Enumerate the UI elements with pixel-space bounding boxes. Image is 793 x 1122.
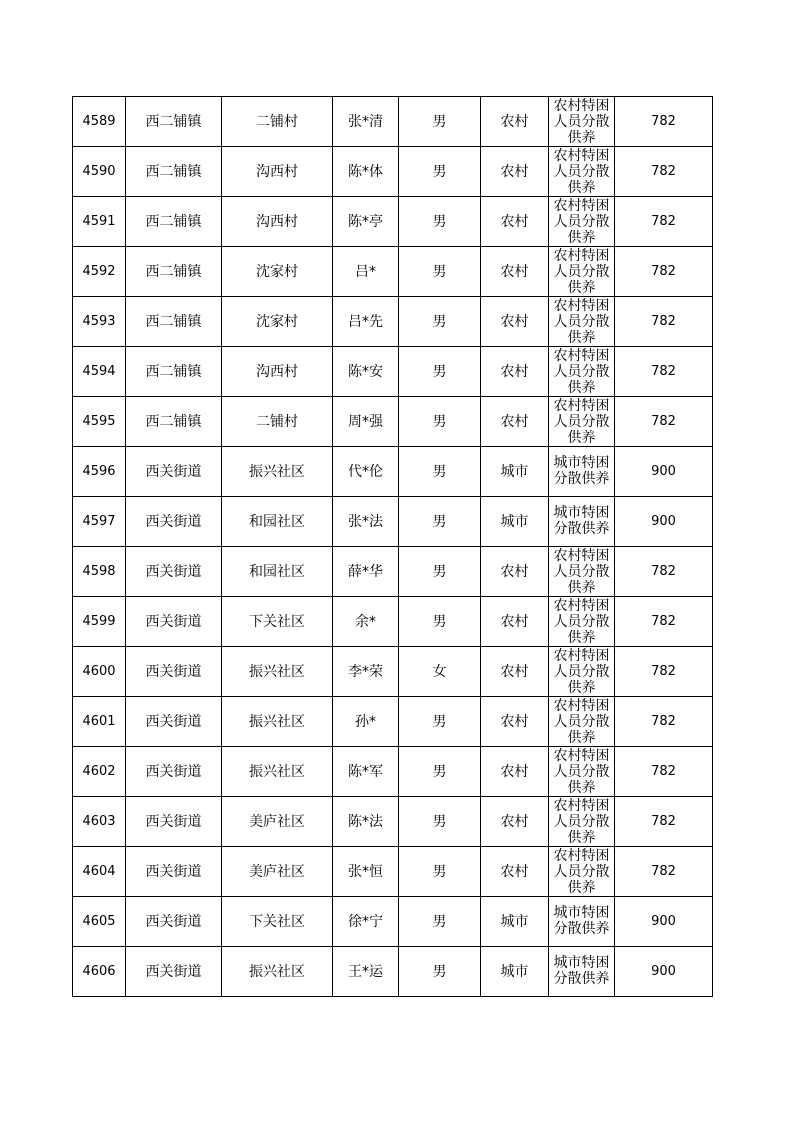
cell-gender: 男: [399, 97, 481, 147]
cell-village: 沟西村: [222, 347, 333, 397]
cell-category: [549, 747, 615, 797]
cell-gender: 男: [399, 797, 481, 847]
cell-id: 4590: [73, 147, 126, 197]
cell-amount: 900: [615, 447, 713, 497]
cell-name: 吕*: [333, 247, 399, 297]
cell-gender: 男: [399, 547, 481, 597]
cell-town: 西关街道: [126, 447, 222, 497]
category-text: 农村特困人员分散供养: [553, 398, 610, 444]
cell-gender: 男: [399, 847, 481, 897]
cell-town: 西关街道: [126, 897, 222, 947]
cell-category: [549, 397, 615, 447]
cell-town: 西关街道: [126, 547, 222, 597]
cell-category: [549, 547, 615, 597]
cell-id: 4599: [73, 597, 126, 647]
cell-gender: 男: [399, 297, 481, 347]
cell-amount: 782: [615, 797, 713, 847]
cell-id: 4596: [73, 447, 126, 497]
cell-category: [549, 697, 615, 747]
cell-village: 和园社区: [222, 497, 333, 547]
cell-town: 西关街道: [126, 947, 222, 997]
table-row: [73, 297, 713, 347]
cell-town: 西关街道: [126, 747, 222, 797]
cell-gender: 男: [399, 697, 481, 747]
cell-category: [549, 347, 615, 397]
cell-id: 4604: [73, 847, 126, 897]
cell-name: 陈*体: [333, 147, 399, 197]
table-row: [73, 97, 713, 147]
category-text: 农村特困人员分散供养: [553, 298, 610, 344]
cell-name: 徐*宁: [333, 897, 399, 947]
cell-name: 陈*安: [333, 347, 399, 397]
cell-village: 美庐社区: [222, 847, 333, 897]
table-row: [73, 147, 713, 197]
table-row: [73, 697, 713, 747]
cell-town: 西关街道: [126, 697, 222, 747]
cell-name: 陈*军: [333, 747, 399, 797]
cell-name: 余*: [333, 597, 399, 647]
cell-category: [549, 847, 615, 897]
cell-amount: 782: [615, 347, 713, 397]
category-text: 城市特困分散供养: [553, 455, 610, 487]
cell-area: 农村: [481, 847, 549, 897]
category-text: 农村特困人员分散供养: [553, 598, 610, 644]
table-row: [73, 647, 713, 697]
cell-area: 农村: [481, 597, 549, 647]
cell-name: 吕*先: [333, 297, 399, 347]
cell-category: [549, 447, 615, 497]
cell-category: [549, 497, 615, 547]
cell-amount: 782: [615, 397, 713, 447]
cell-area: 城市: [481, 497, 549, 547]
table-row: [73, 597, 713, 647]
cell-town: 西关街道: [126, 647, 222, 697]
cell-town: 西二铺镇: [126, 347, 222, 397]
table-row: [73, 397, 713, 447]
cell-gender: 女: [399, 647, 481, 697]
cell-amount: 782: [615, 197, 713, 247]
cell-village: 振兴社区: [222, 447, 333, 497]
table-row: [73, 447, 713, 497]
cell-town: 西关街道: [126, 497, 222, 547]
table-body: [73, 97, 713, 997]
table-row: [73, 797, 713, 847]
category-text: 城市特困分散供养: [553, 955, 610, 987]
cell-id: 4605: [73, 897, 126, 947]
cell-village: 二铺村: [222, 397, 333, 447]
records-table: [72, 96, 713, 997]
cell-amount: 782: [615, 547, 713, 597]
cell-gender: 男: [399, 597, 481, 647]
cell-town: 西关街道: [126, 847, 222, 897]
cell-area: 农村: [481, 747, 549, 797]
table-row: [73, 547, 713, 597]
category-text: 城市特困分散供养: [553, 905, 610, 937]
cell-village: 美庐社区: [222, 797, 333, 847]
cell-id: 4593: [73, 297, 126, 347]
cell-amount: 900: [615, 897, 713, 947]
cell-category: [549, 297, 615, 347]
cell-town: 西二铺镇: [126, 247, 222, 297]
table-row: [73, 897, 713, 947]
cell-village: 沟西村: [222, 147, 333, 197]
cell-amount: 782: [615, 747, 713, 797]
cell-town: 西二铺镇: [126, 97, 222, 147]
cell-village: 振兴社区: [222, 747, 333, 797]
cell-town: 西二铺镇: [126, 147, 222, 197]
cell-name: 孙*: [333, 697, 399, 747]
cell-village: 振兴社区: [222, 947, 333, 997]
cell-name: 薛*华: [333, 547, 399, 597]
category-text: 农村特困人员分散供养: [553, 748, 610, 794]
cell-id: 4598: [73, 547, 126, 597]
table-row: [73, 197, 713, 247]
cell-area: 农村: [481, 347, 549, 397]
cell-gender: 男: [399, 397, 481, 447]
cell-area: 农村: [481, 147, 549, 197]
cell-name: 张*恒: [333, 847, 399, 897]
cell-id: 4594: [73, 347, 126, 397]
cell-id: 4603: [73, 797, 126, 847]
table-row: [73, 347, 713, 397]
cell-amount: 782: [615, 847, 713, 897]
category-text: 农村特困人员分散供养: [553, 248, 610, 294]
cell-amount: 900: [615, 497, 713, 547]
cell-id: 4600: [73, 647, 126, 697]
cell-village: 沈家村: [222, 297, 333, 347]
cell-village: 沈家村: [222, 247, 333, 297]
cell-town: 西关街道: [126, 597, 222, 647]
cell-amount: 782: [615, 647, 713, 697]
cell-town: 西二铺镇: [126, 297, 222, 347]
cell-area: 城市: [481, 447, 549, 497]
cell-amount: 900: [615, 947, 713, 997]
cell-village: 二铺村: [222, 97, 333, 147]
cell-amount: 782: [615, 697, 713, 747]
cell-id: 4601: [73, 697, 126, 747]
category-text: 农村特困人员分散供养: [553, 698, 610, 744]
cell-category: [549, 947, 615, 997]
cell-area: 农村: [481, 97, 549, 147]
table-row: [73, 247, 713, 297]
cell-category: [549, 647, 615, 697]
category-text: 农村特困人员分散供养: [553, 148, 610, 194]
cell-area: 农村: [481, 197, 549, 247]
cell-amount: 782: [615, 147, 713, 197]
cell-category: [549, 147, 615, 197]
cell-gender: 男: [399, 747, 481, 797]
cell-gender: 男: [399, 247, 481, 297]
cell-area: 农村: [481, 297, 549, 347]
cell-amount: 782: [615, 297, 713, 347]
cell-id: 4589: [73, 97, 126, 147]
cell-amount: 782: [615, 597, 713, 647]
cell-area: 农村: [481, 397, 549, 447]
cell-village: 振兴社区: [222, 647, 333, 697]
cell-town: 西二铺镇: [126, 397, 222, 447]
cell-name: 李*荣: [333, 647, 399, 697]
cell-name: 陈*亭: [333, 197, 399, 247]
cell-category: [549, 97, 615, 147]
cell-gender: 男: [399, 897, 481, 947]
category-text: 农村特困人员分散供养: [553, 648, 610, 694]
cell-category: [549, 597, 615, 647]
cell-gender: 男: [399, 347, 481, 397]
cell-id: 4602: [73, 747, 126, 797]
cell-id: 4597: [73, 497, 126, 547]
cell-area: 农村: [481, 697, 549, 747]
cell-area: 农村: [481, 547, 549, 597]
cell-gender: 男: [399, 147, 481, 197]
cell-gender: 男: [399, 497, 481, 547]
table-row: [73, 947, 713, 997]
cell-village: 和园社区: [222, 547, 333, 597]
cell-gender: 男: [399, 197, 481, 247]
cell-id: 4595: [73, 397, 126, 447]
cell-area: 城市: [481, 897, 549, 947]
cell-village: 下关社区: [222, 897, 333, 947]
cell-area: 农村: [481, 797, 549, 847]
cell-name: 代*伦: [333, 447, 399, 497]
cell-village: 沟西村: [222, 197, 333, 247]
cell-village: 下关社区: [222, 597, 333, 647]
table-row: [73, 747, 713, 797]
category-text: 农村特困人员分散供养: [553, 848, 610, 894]
cell-name: 王*运: [333, 947, 399, 997]
category-text: 城市特困分散供养: [553, 505, 610, 537]
category-text: 农村特困人员分散供养: [553, 548, 610, 594]
cell-category: [549, 197, 615, 247]
category-text: 农村特困人员分散供养: [553, 98, 610, 144]
cell-gender: 男: [399, 447, 481, 497]
cell-name: 周*强: [333, 397, 399, 447]
cell-gender: 男: [399, 947, 481, 997]
table-row: [73, 847, 713, 897]
cell-id: 4591: [73, 197, 126, 247]
cell-town: 西关街道: [126, 797, 222, 847]
cell-area: 农村: [481, 647, 549, 697]
cell-village: 振兴社区: [222, 697, 333, 747]
table-row: [73, 497, 713, 547]
cell-category: [549, 897, 615, 947]
category-text: 农村特困人员分散供养: [553, 798, 610, 844]
cell-id: 4606: [73, 947, 126, 997]
category-text: 农村特困人员分散供养: [553, 198, 610, 244]
cell-category: [549, 797, 615, 847]
cell-town: 西二铺镇: [126, 197, 222, 247]
cell-name: 张*法: [333, 497, 399, 547]
cell-area: 城市: [481, 947, 549, 997]
cell-area: 农村: [481, 247, 549, 297]
cell-name: 陈*法: [333, 797, 399, 847]
cell-amount: 782: [615, 247, 713, 297]
cell-name: 张*清: [333, 97, 399, 147]
cell-id: 4592: [73, 247, 126, 297]
category-text: 农村特困人员分散供养: [553, 348, 610, 394]
cell-amount: 782: [615, 97, 713, 147]
cell-category: [549, 247, 615, 297]
